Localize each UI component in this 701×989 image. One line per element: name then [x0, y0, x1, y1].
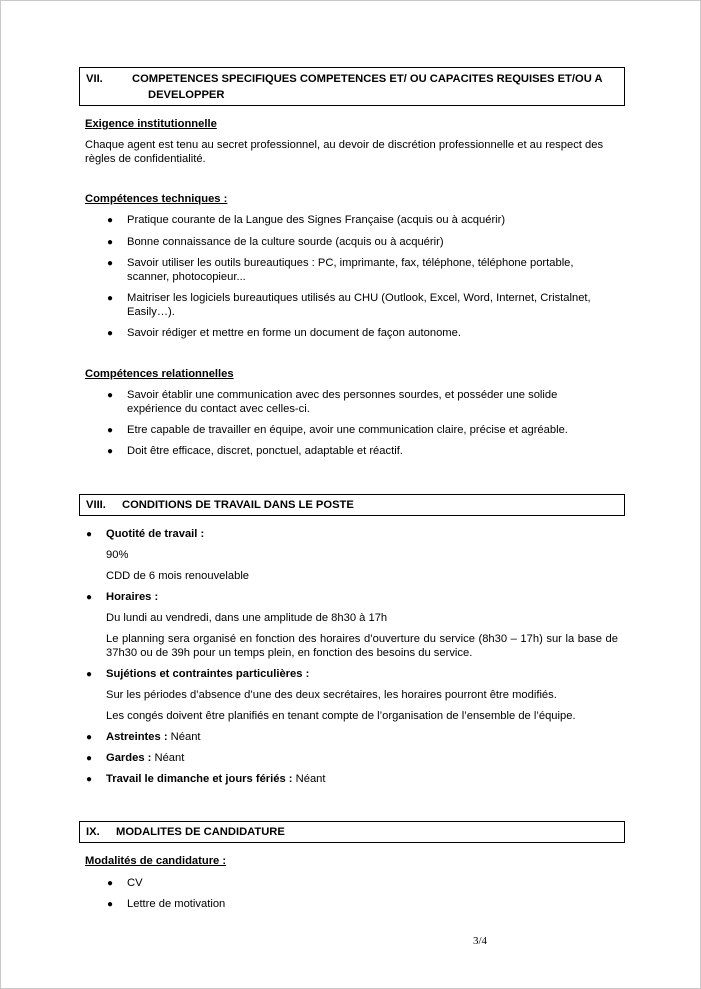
dimanche-label: Travail le dimanche et jours fériés :	[106, 773, 293, 785]
bullet: ●	[107, 878, 114, 889]
section-vii-title-line1: COMPETENCES SPECIFIQUES COMPETENCES ET/ OU CAPACITES REQUISES ET/OU A	[132, 73, 603, 85]
exigence-text: Chaque agent est tenu au secret professionnel, au devoir de discrétion professionnelle et au respect des règles de confidentialité.	[85, 139, 604, 165]
gardes-value: Néant	[151, 752, 185, 764]
section-vii-number: VII.	[86, 73, 103, 85]
candidature-item: Lettre de motivation	[127, 898, 226, 910]
tech-item: Bonne connaissance de la culture sourde (acquis ou à acquérir)	[127, 236, 444, 248]
gardes-line	[106, 752, 618, 766]
section-ix-header	[79, 821, 625, 843]
bullet: ●	[86, 774, 93, 785]
section-viii-header	[79, 494, 625, 516]
bullet: ●	[86, 732, 93, 743]
quotite-heading: Quotité de travail :	[106, 528, 205, 540]
page-number: 3/4	[473, 935, 488, 947]
bullet: ●	[86, 753, 93, 764]
candidature-item: CV	[127, 877, 143, 889]
section-viii-title: CONDITIONS DE TRAVAIL DANS LE POSTE	[122, 499, 354, 511]
quotite-value: 90%	[106, 549, 129, 561]
dimanche-value: Néant	[292, 773, 326, 785]
bullet: ●	[107, 390, 114, 401]
gardes-label: Gardes :	[106, 752, 152, 764]
relational-heading: Compétences relationnelles	[85, 368, 234, 380]
bullet: ●	[86, 529, 93, 540]
tech-heading: Compétences techniques :	[85, 193, 228, 205]
relational-item: Doit être efficace, discret, ponctuel, adaptable et réactif.	[127, 445, 403, 457]
sujetions-heading: Sujétions et contraintes particulières :	[106, 668, 310, 680]
quotite-contract: CDD de 6 mois renouvelable	[106, 570, 250, 582]
section-viii-number: VIII.	[86, 499, 106, 511]
bullet: ●	[107, 425, 114, 436]
horaires-text1: Du lundi au vendredi, dans une amplitude de 8h30 à 17h	[106, 612, 388, 624]
tech-item: Savoir utiliser les outils bureautiques : PC, imprimante, fax, téléphone, téléphone portable, scanner, photocopieur...	[127, 257, 574, 283]
dimanche-line	[106, 773, 618, 787]
section-ix-title: MODALITES DE CANDIDATURE	[116, 826, 285, 838]
bullet: ●	[86, 669, 93, 680]
horaires-heading: Horaires :	[106, 591, 159, 603]
section-vii-header	[79, 67, 625, 106]
modalites-heading: Modalités de candidature :	[85, 855, 227, 867]
bullet: ●	[107, 258, 114, 269]
relational-item: Savoir établir une communication avec des personnes sourdes, et posséder une solide expérience du contact avec celles-ci.	[127, 389, 558, 415]
tech-item: Maitriser les logiciels bureautiques utilisés au CHU (Outlook, Excel, Word, Internet, Cristalnet, Easily…).	[127, 292, 591, 318]
relational-item: Etre capable de travailler en équipe, avoir une communication claire, précise et agréable.	[127, 424, 568, 436]
astreintes-value: Néant	[167, 731, 201, 743]
exigence-heading: Exigence institutionnelle	[85, 118, 217, 130]
section-vii-title-line2: DEVELOPPER	[148, 89, 225, 101]
bullet: ●	[107, 328, 114, 339]
bullet: ●	[107, 237, 114, 248]
astreintes-label: Astreintes :	[106, 731, 168, 743]
sujetions-text1: Sur les périodes d’absence d’une des deux secrétaires, les horaires pourront être modifiés.	[106, 689, 557, 701]
section-ix-number: IX.	[86, 826, 100, 838]
bullet: ●	[107, 293, 114, 304]
bullet: ●	[107, 899, 114, 910]
tech-item: Pratique courante de la Langue des Signes Française (acquis ou à acquérir)	[127, 214, 506, 226]
astreintes-line	[106, 731, 618, 745]
tech-item: Savoir rédiger et mettre en forme un document de façon autonome.	[127, 327, 461, 339]
horaires-text2: Le planning sera organisé en fonction des horaires d’ouverture du service (8h30 – 17h) sur la base de 37h30 ou de 39h pour un temps plein, en fonction des besoins du service.	[106, 633, 618, 659]
sujetions-text2: Les congés doivent être planifiés en tenant compte de l’organisation de l’ensemble de l’équipe.	[106, 710, 576, 722]
bullet: ●	[86, 592, 93, 603]
bullet: ●	[107, 215, 114, 226]
bullet: ●	[107, 446, 114, 457]
